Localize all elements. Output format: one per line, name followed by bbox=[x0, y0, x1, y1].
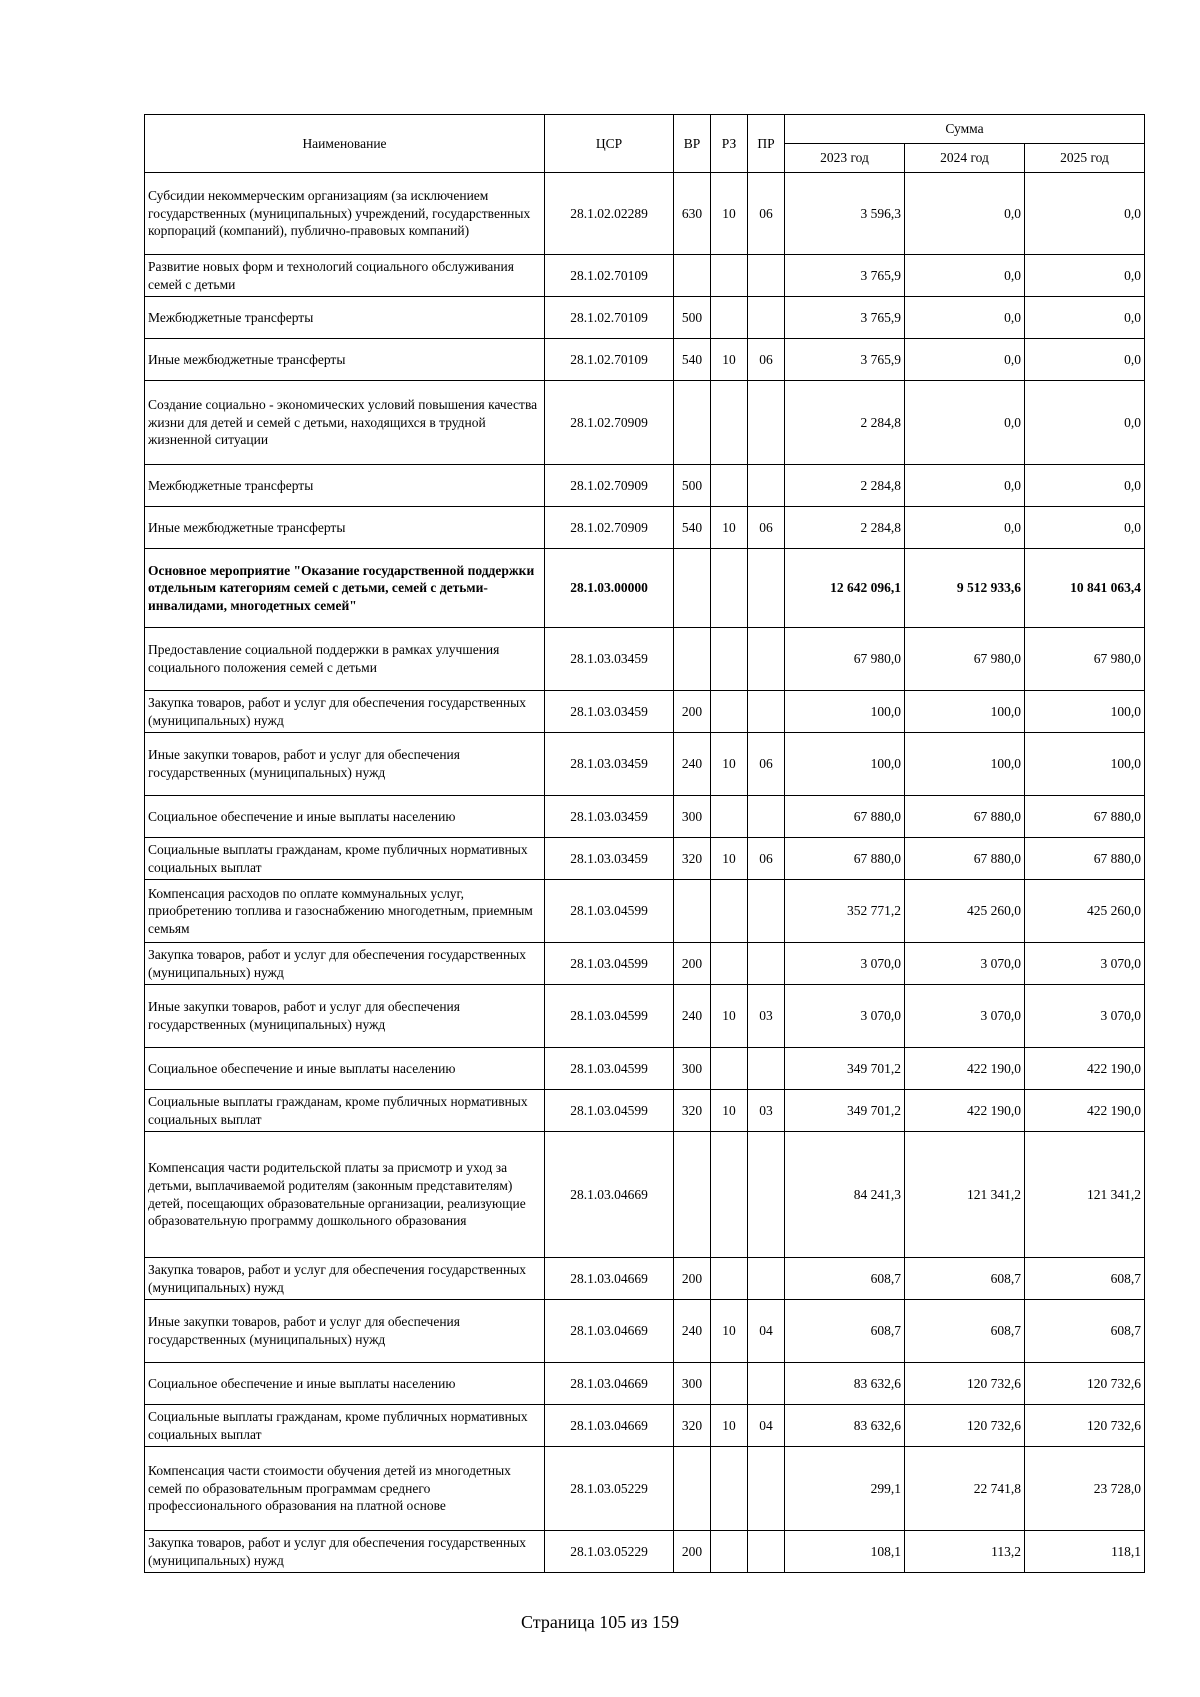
cell-sum-2023: 3 765,9 bbox=[785, 339, 905, 381]
cell-vr: 240 bbox=[674, 1300, 711, 1363]
cell-sum-2023: 83 632,6 bbox=[785, 1363, 905, 1405]
cell-sum-2024: 100,0 bbox=[905, 733, 1025, 796]
cell-vr: 320 bbox=[674, 838, 711, 880]
cell-sum-2025: 120 732,6 bbox=[1025, 1363, 1145, 1405]
cell-vr bbox=[674, 1447, 711, 1531]
cell-vr: 200 bbox=[674, 943, 711, 985]
table-row bbox=[145, 339, 1145, 381]
cell-name: Закупка товаров, работ и услуг для обеспечения государственных (муниципальных) нужд bbox=[145, 943, 545, 985]
cell-pr bbox=[748, 1258, 785, 1300]
cell-sum-2024: 0,0 bbox=[905, 297, 1025, 339]
header-rz: РЗ bbox=[711, 115, 748, 173]
cell-rz bbox=[711, 880, 748, 943]
table-row bbox=[145, 1132, 1145, 1258]
cell-vr: 300 bbox=[674, 1363, 711, 1405]
budget-table bbox=[144, 114, 1145, 1573]
cell-csr: 28.1.03.05229 bbox=[545, 1447, 674, 1531]
cell-sum-2023: 83 632,6 bbox=[785, 1405, 905, 1447]
cell-vr: 320 bbox=[674, 1090, 711, 1132]
cell-vr: 240 bbox=[674, 985, 711, 1048]
cell-sum-2024: 608,7 bbox=[905, 1258, 1025, 1300]
cell-sum-2023: 3 070,0 bbox=[785, 985, 905, 1048]
cell-sum-2025: 67 880,0 bbox=[1025, 796, 1145, 838]
cell-csr: 28.1.03.00000 bbox=[545, 549, 674, 628]
table-header bbox=[145, 115, 1145, 173]
table-row bbox=[145, 1048, 1145, 1090]
cell-sum-2024: 425 260,0 bbox=[905, 880, 1025, 943]
cell-name: Иные межбюджетные трансферты bbox=[145, 339, 545, 381]
cell-rz: 10 bbox=[711, 733, 748, 796]
cell-csr: 28.1.02.70909 bbox=[545, 381, 674, 465]
table-row bbox=[145, 297, 1145, 339]
cell-sum-2023: 2 284,8 bbox=[785, 381, 905, 465]
cell-vr: 500 bbox=[674, 297, 711, 339]
cell-sum-2023: 100,0 bbox=[785, 733, 905, 796]
cell-csr: 28.1.03.03459 bbox=[545, 838, 674, 880]
cell-sum-2024: 67 880,0 bbox=[905, 796, 1025, 838]
cell-vr: 540 bbox=[674, 339, 711, 381]
table-row bbox=[145, 381, 1145, 465]
page-number: Страница 105 из 159 bbox=[521, 1612, 679, 1632]
cell-pr: 03 bbox=[748, 1090, 785, 1132]
cell-vr: 300 bbox=[674, 796, 711, 838]
cell-sum-2023: 3 765,9 bbox=[785, 297, 905, 339]
cell-csr: 28.1.02.70109 bbox=[545, 297, 674, 339]
cell-sum-2025: 23 728,0 bbox=[1025, 1447, 1145, 1531]
cell-rz: 10 bbox=[711, 173, 748, 255]
cell-sum-2023: 12 642 096,1 bbox=[785, 549, 905, 628]
cell-sum-2025: 0,0 bbox=[1025, 381, 1145, 465]
table-row bbox=[145, 796, 1145, 838]
cell-rz bbox=[711, 297, 748, 339]
cell-csr: 28.1.02.70909 bbox=[545, 507, 674, 549]
cell-csr: 28.1.02.70109 bbox=[545, 255, 674, 297]
cell-name: Компенсация расходов по оплате коммунальных услуг, приобретению топлива и газоснабжению многодетным, приемным семьям bbox=[145, 880, 545, 943]
cell-vr bbox=[674, 628, 711, 691]
cell-rz bbox=[711, 1258, 748, 1300]
header-pr: ПР bbox=[748, 115, 785, 173]
cell-rz bbox=[711, 381, 748, 465]
cell-csr: 28.1.03.04599 bbox=[545, 1048, 674, 1090]
cell-sum-2024: 113,2 bbox=[905, 1531, 1025, 1573]
cell-name: Межбюджетные трансферты bbox=[145, 465, 545, 507]
table-row bbox=[145, 1531, 1145, 1573]
cell-sum-2023: 349 701,2 bbox=[785, 1090, 905, 1132]
cell-name: Социальные выплаты гражданам, кроме публичных нормативных социальных выплат bbox=[145, 1090, 545, 1132]
cell-vr: 200 bbox=[674, 1258, 711, 1300]
cell-rz: 10 bbox=[711, 985, 748, 1048]
cell-sum-2024: 0,0 bbox=[905, 173, 1025, 255]
table-row bbox=[145, 549, 1145, 628]
table-row bbox=[145, 1090, 1145, 1132]
cell-vr bbox=[674, 255, 711, 297]
cell-sum-2023: 67 880,0 bbox=[785, 796, 905, 838]
cell-pr bbox=[748, 1447, 785, 1531]
cell-name: Социальное обеспечение и иные выплаты населению bbox=[145, 1048, 545, 1090]
cell-rz: 10 bbox=[711, 1300, 748, 1363]
cell-csr: 28.1.03.03459 bbox=[545, 733, 674, 796]
header-csr: ЦСР bbox=[545, 115, 674, 173]
cell-rz bbox=[711, 255, 748, 297]
cell-sum-2023: 67 880,0 bbox=[785, 838, 905, 880]
cell-csr: 28.1.03.04669 bbox=[545, 1132, 674, 1258]
cell-name: Закупка товаров, работ и услуг для обеспечения государственных (муниципальных) нужд bbox=[145, 1531, 545, 1573]
cell-vr bbox=[674, 880, 711, 943]
cell-sum-2024: 0,0 bbox=[905, 255, 1025, 297]
cell-csr: 28.1.03.04669 bbox=[545, 1405, 674, 1447]
table-row bbox=[145, 1363, 1145, 1405]
cell-sum-2025: 10 841 063,4 bbox=[1025, 549, 1145, 628]
cell-sum-2024: 67 980,0 bbox=[905, 628, 1025, 691]
cell-sum-2025: 425 260,0 bbox=[1025, 880, 1145, 943]
cell-csr: 28.1.02.70109 bbox=[545, 339, 674, 381]
cell-rz bbox=[711, 1363, 748, 1405]
cell-pr: 04 bbox=[748, 1405, 785, 1447]
table-row bbox=[145, 880, 1145, 943]
cell-sum-2024: 3 070,0 bbox=[905, 943, 1025, 985]
table-row bbox=[145, 465, 1145, 507]
header-name: Наименование bbox=[145, 115, 545, 173]
cell-rz bbox=[711, 465, 748, 507]
cell-pr: 03 bbox=[748, 985, 785, 1048]
cell-csr: 28.1.02.70909 bbox=[545, 465, 674, 507]
cell-csr: 28.1.03.04669 bbox=[545, 1300, 674, 1363]
cell-sum-2023: 3 765,9 bbox=[785, 255, 905, 297]
cell-pr: 06 bbox=[748, 838, 785, 880]
cell-pr: 04 bbox=[748, 1300, 785, 1363]
cell-sum-2025: 608,7 bbox=[1025, 1258, 1145, 1300]
cell-vr: 500 bbox=[674, 465, 711, 507]
cell-pr bbox=[748, 1132, 785, 1258]
cell-pr bbox=[748, 297, 785, 339]
cell-rz bbox=[711, 549, 748, 628]
cell-sum-2025: 0,0 bbox=[1025, 255, 1145, 297]
cell-name: Создание социально - экономических условий повышения качества жизни для детей и семей с детьми, находящихся в трудной жизненной ситуации bbox=[145, 381, 545, 465]
cell-sum-2025: 67 880,0 bbox=[1025, 838, 1145, 880]
cell-sum-2023: 108,1 bbox=[785, 1531, 905, 1573]
cell-rz bbox=[711, 796, 748, 838]
cell-sum-2025: 120 732,6 bbox=[1025, 1405, 1145, 1447]
cell-pr bbox=[748, 1531, 785, 1573]
cell-vr: 630 bbox=[674, 173, 711, 255]
cell-sum-2024: 3 070,0 bbox=[905, 985, 1025, 1048]
cell-name: Компенсация части стоимости обучения детей из многодетных семей по образовательным программам среднего профессионального образования на платной основе bbox=[145, 1447, 545, 1531]
cell-name: Иные закупки товаров, работ и услуг для обеспечения государственных (муниципальных) нужд bbox=[145, 733, 545, 796]
cell-name: Социальные выплаты гражданам, кроме публичных нормативных социальных выплат bbox=[145, 1405, 545, 1447]
cell-sum-2025: 0,0 bbox=[1025, 465, 1145, 507]
cell-csr: 28.1.03.03459 bbox=[545, 796, 674, 838]
header-year-2023: 2023 год bbox=[785, 144, 905, 173]
cell-sum-2023: 349 701,2 bbox=[785, 1048, 905, 1090]
cell-sum-2023: 84 241,3 bbox=[785, 1132, 905, 1258]
cell-name: Закупка товаров, работ и услуг для обеспечения государственных (муниципальных) нужд bbox=[145, 1258, 545, 1300]
cell-pr: 06 bbox=[748, 507, 785, 549]
cell-sum-2025: 422 190,0 bbox=[1025, 1090, 1145, 1132]
cell-name: Развитие новых форм и технологий социального обслуживания семей с детьми bbox=[145, 255, 545, 297]
cell-sum-2024: 67 880,0 bbox=[905, 838, 1025, 880]
table-row bbox=[145, 943, 1145, 985]
cell-rz: 10 bbox=[711, 339, 748, 381]
cell-csr: 28.1.03.04669 bbox=[545, 1258, 674, 1300]
table-row bbox=[145, 1405, 1145, 1447]
table-row bbox=[145, 173, 1145, 255]
table-body bbox=[145, 173, 1145, 1573]
cell-sum-2023: 2 284,8 bbox=[785, 465, 905, 507]
cell-sum-2024: 422 190,0 bbox=[905, 1090, 1025, 1132]
cell-sum-2025: 100,0 bbox=[1025, 691, 1145, 733]
cell-sum-2025: 0,0 bbox=[1025, 339, 1145, 381]
cell-csr: 28.1.03.03459 bbox=[545, 691, 674, 733]
cell-rz bbox=[711, 943, 748, 985]
cell-pr bbox=[748, 1048, 785, 1090]
cell-name: Субсидии некоммерческим организациям (за исключением государственных (муниципальных) учреждений, государственных корпораций (компаний), публично-правовых компаний) bbox=[145, 173, 545, 255]
cell-vr: 240 bbox=[674, 733, 711, 796]
table-row bbox=[145, 1447, 1145, 1531]
cell-pr bbox=[748, 691, 785, 733]
cell-sum-2025: 100,0 bbox=[1025, 733, 1145, 796]
cell-sum-2025: 0,0 bbox=[1025, 297, 1145, 339]
cell-sum-2023: 100,0 bbox=[785, 691, 905, 733]
cell-rz: 10 bbox=[711, 507, 748, 549]
header-year-2024: 2024 год bbox=[905, 144, 1025, 173]
cell-rz: 10 bbox=[711, 838, 748, 880]
cell-name: Социальные выплаты гражданам, кроме публичных нормативных социальных выплат bbox=[145, 838, 545, 880]
cell-pr bbox=[748, 549, 785, 628]
cell-pr bbox=[748, 796, 785, 838]
table-row bbox=[145, 255, 1145, 297]
cell-vr: 320 bbox=[674, 1405, 711, 1447]
cell-name: Социальное обеспечение и иные выплаты населению bbox=[145, 1363, 545, 1405]
cell-csr: 28.1.03.03459 bbox=[545, 628, 674, 691]
cell-csr: 28.1.03.04599 bbox=[545, 1090, 674, 1132]
cell-sum-2025: 608,7 bbox=[1025, 1300, 1145, 1363]
cell-name: Предоставление социальной поддержки в рамках улучшения социального положения семей с детьми bbox=[145, 628, 545, 691]
cell-pr bbox=[748, 1363, 785, 1405]
cell-pr bbox=[748, 943, 785, 985]
cell-sum-2023: 3 070,0 bbox=[785, 943, 905, 985]
cell-rz bbox=[711, 628, 748, 691]
cell-sum-2025: 0,0 bbox=[1025, 507, 1145, 549]
cell-sum-2023: 608,7 bbox=[785, 1258, 905, 1300]
cell-sum-2023: 608,7 bbox=[785, 1300, 905, 1363]
cell-vr bbox=[674, 1132, 711, 1258]
cell-pr: 06 bbox=[748, 733, 785, 796]
cell-sum-2025: 121 341,2 bbox=[1025, 1132, 1145, 1258]
cell-sum-2024: 0,0 bbox=[905, 507, 1025, 549]
table-row bbox=[145, 1258, 1145, 1300]
cell-sum-2024: 608,7 bbox=[905, 1300, 1025, 1363]
cell-pr: 06 bbox=[748, 173, 785, 255]
cell-pr bbox=[748, 880, 785, 943]
cell-pr bbox=[748, 255, 785, 297]
cell-csr: 28.1.03.04599 bbox=[545, 985, 674, 1048]
cell-rz bbox=[711, 1132, 748, 1258]
cell-name: Социальное обеспечение и иные выплаты населению bbox=[145, 796, 545, 838]
cell-rz bbox=[711, 691, 748, 733]
cell-vr bbox=[674, 549, 711, 628]
table-row bbox=[145, 691, 1145, 733]
cell-csr: 28.1.02.02289 bbox=[545, 173, 674, 255]
cell-sum-2023: 3 596,3 bbox=[785, 173, 905, 255]
cell-vr: 200 bbox=[674, 1531, 711, 1573]
cell-vr: 200 bbox=[674, 691, 711, 733]
cell-sum-2025: 3 070,0 bbox=[1025, 985, 1145, 1048]
cell-pr bbox=[748, 381, 785, 465]
cell-sum-2025: 3 070,0 bbox=[1025, 943, 1145, 985]
cell-name: Иные закупки товаров, работ и услуг для обеспечения государственных (муниципальных) нужд bbox=[145, 985, 545, 1048]
cell-sum-2025: 422 190,0 bbox=[1025, 1048, 1145, 1090]
header-year-2025: 2025 год bbox=[1025, 144, 1145, 173]
cell-vr bbox=[674, 381, 711, 465]
cell-sum-2024: 120 732,6 bbox=[905, 1363, 1025, 1405]
cell-csr: 28.1.03.04599 bbox=[545, 880, 674, 943]
table-row bbox=[145, 985, 1145, 1048]
cell-name: Иные закупки товаров, работ и услуг для обеспечения государственных (муниципальных) нужд bbox=[145, 1300, 545, 1363]
table-row bbox=[145, 733, 1145, 796]
cell-rz bbox=[711, 1048, 748, 1090]
cell-csr: 28.1.03.04669 bbox=[545, 1363, 674, 1405]
cell-name: Иные межбюджетные трансферты bbox=[145, 507, 545, 549]
cell-rz bbox=[711, 1531, 748, 1573]
cell-rz: 10 bbox=[711, 1405, 748, 1447]
cell-sum-2024: 0,0 bbox=[905, 339, 1025, 381]
header-sum: Сумма bbox=[785, 115, 1145, 144]
cell-name: Компенсация части родительской платы за присмотр и уход за детьми, выплачиваемой родителям (законным представителям) детей, посещающих образовательные организации, реализующие образовательную программу дошкольного образования bbox=[145, 1132, 545, 1258]
cell-vr: 540 bbox=[674, 507, 711, 549]
table-row bbox=[145, 838, 1145, 880]
cell-sum-2024: 120 732,6 bbox=[905, 1405, 1025, 1447]
cell-name: Основное мероприятие "Оказание государственной поддержки отдельным категориям семей с детьми, семей с детьми-инвалидами, многодетных семей" bbox=[145, 549, 545, 628]
cell-rz: 10 bbox=[711, 1090, 748, 1132]
cell-sum-2024: 100,0 bbox=[905, 691, 1025, 733]
cell-sum-2025: 0,0 bbox=[1025, 173, 1145, 255]
cell-pr bbox=[748, 465, 785, 507]
cell-sum-2024: 0,0 bbox=[905, 465, 1025, 507]
cell-name: Межбюджетные трансферты bbox=[145, 297, 545, 339]
cell-sum-2025: 67 980,0 bbox=[1025, 628, 1145, 691]
cell-name: Закупка товаров, работ и услуг для обеспечения государственных (муниципальных) нужд bbox=[145, 691, 545, 733]
cell-sum-2023: 352 771,2 bbox=[785, 880, 905, 943]
table-row bbox=[145, 628, 1145, 691]
cell-csr: 28.1.03.04599 bbox=[545, 943, 674, 985]
cell-sum-2024: 22 741,8 bbox=[905, 1447, 1025, 1531]
cell-pr bbox=[748, 628, 785, 691]
cell-sum-2023: 67 980,0 bbox=[785, 628, 905, 691]
cell-sum-2024: 0,0 bbox=[905, 381, 1025, 465]
cell-sum-2023: 2 284,8 bbox=[785, 507, 905, 549]
table-row bbox=[145, 1300, 1145, 1363]
cell-sum-2023: 299,1 bbox=[785, 1447, 905, 1531]
cell-sum-2025: 118,1 bbox=[1025, 1531, 1145, 1573]
header-vr: ВР bbox=[674, 115, 711, 173]
cell-pr: 06 bbox=[748, 339, 785, 381]
cell-rz bbox=[711, 1447, 748, 1531]
cell-sum-2024: 121 341,2 bbox=[905, 1132, 1025, 1258]
cell-sum-2024: 422 190,0 bbox=[905, 1048, 1025, 1090]
cell-vr: 300 bbox=[674, 1048, 711, 1090]
cell-csr: 28.1.03.05229 bbox=[545, 1531, 674, 1573]
table-row bbox=[145, 507, 1145, 549]
cell-sum-2024: 9 512 933,6 bbox=[905, 549, 1025, 628]
